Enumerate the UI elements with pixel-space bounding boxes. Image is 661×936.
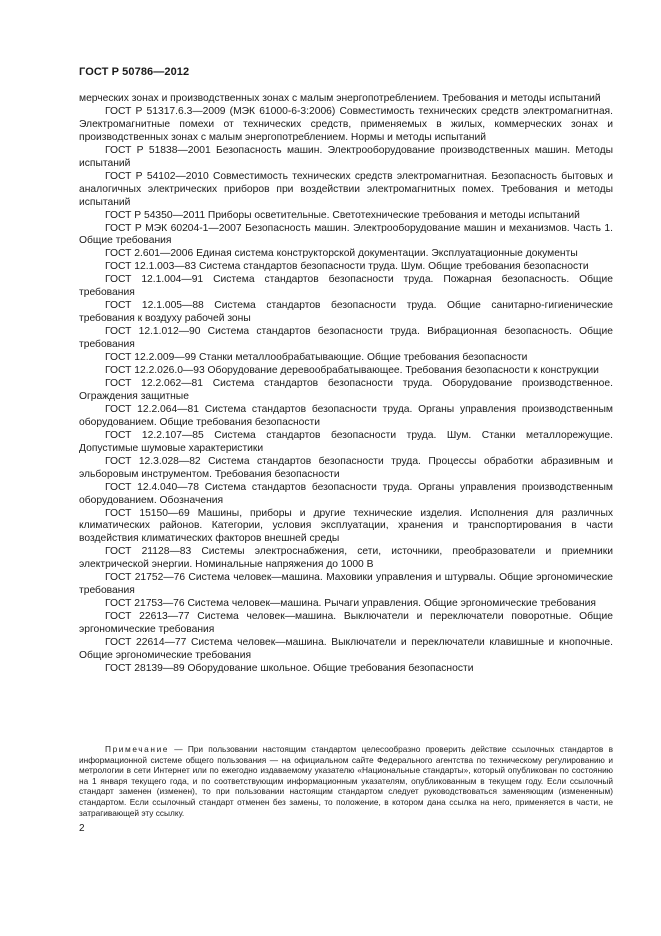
reference-entry: ГОСТ 12.2.062—81 Система стандартов безопасности труда. Оборудование производственное. Ограждения защитные	[79, 377, 613, 402]
page-number: 2	[79, 823, 85, 834]
reference-entry: ГОСТ 21752—76 Система человек—машина. Маховики управления и штурвалы. Общие эргономические требования	[79, 572, 613, 597]
note-text: — При пользовании настоящим стандартом целесообразно проверить действие ссылочных стандартов в информационной системе общего пользования — на официальном сайте Федерального агентства по техническому регулированию и метрологии в сети Интернет или по ежегодно издаваемому указателю «Национальные стандарты», который опубликован по состоянию на 1 января текущего года, и по соответствующим информационным указателям, опубликованным в текущем году. Если ссылочный стандарт заменен (изменен), то при пользовании настоящим стандартом следует руководствоваться заменяющим (измененным) стандартом. Если ссылочный стандарт отменен без замены, то положение, в котором дана ссылка на него, применяется в части, не затрагивающей эту ссылку.	[79, 744, 613, 818]
reference-entry: ГОСТ 22613—77 Система человек—машина. Выключатели и переключатели поворотные. Общие эргономические требования	[79, 611, 613, 636]
reference-entry: ГОСТ Р 51838—2001 Безопасность машин. Электрооборудование производственных машин. Методы испытаний	[79, 144, 613, 169]
reference-entry: ГОСТ 12.2.107—85 Система стандартов безопасности труда. Шум. Станки металлорежущие. Допустимые шумовые характеристики	[79, 429, 613, 454]
reference-entry: ГОСТ 12.4.040—78 Система стандартов безопасности труда. Органы управления производственным оборудованием. Обозначения	[79, 481, 613, 506]
reference-entry: ГОСТ 12.2.009—99 Станки металлообрабатывающие. Общие требования безопасности	[105, 352, 528, 364]
reference-entry: ГОСТ 2.601—2006 Единая система конструкторской документации. Эксплуатационные документы	[105, 248, 578, 260]
reference-entry: мерческих зонах и производственных зонах с малым энергопотреблением. Требования и методы испытаний	[79, 93, 601, 104]
reference-entry: ГОСТ Р 54350—2011 Приборы осветительные. Светотехнические требования и методы испытаний	[105, 209, 580, 221]
reference-entry: ГОСТ 12.2.026.0—93 Оборудование деревообрабатывающее. Требования безопасности к конструкции	[105, 365, 599, 377]
reference-entry: ГОСТ 12.2.064—81 Система стандартов безопасности труда. Органы управления производственным оборудованием. Общие требования безопасности	[79, 403, 613, 428]
note-paragraph	[79, 744, 613, 818]
reference-entry: ГОСТ Р МЭК 60204-1—2007 Безопасность машин. Электрооборудование машин и механизмов. Часть 1. Общие требования	[79, 222, 613, 247]
reference-entry: ГОСТ 12.1.004—91 Система стандартов безопасности труда. Пожарная безопасность. Общие требования	[79, 274, 613, 299]
reference-entry: ГОСТ 15150—69 Машины, приборы и другие технические изделия. Исполнения для различных климатических районов. Категории, условия эксплуатации, хранения и транспортирования в части воздействия климатических факторов внешней среды	[79, 507, 613, 545]
reference-entry: ГОСТ 12.3.028—82 Система стандартов безопасности труда. Процессы обработки абразивным и эльборовым инструментом. Требования безопасности	[79, 455, 613, 480]
reference-entry: ГОСТ 12.1.012—90 Система стандартов безопасности труда. Вибрационная безопасность. Общие требования	[79, 326, 613, 351]
reference-entry: ГОСТ 12.1.003—83 Система стандартов безопасности труда. Шум. Общие требования безопасности	[105, 261, 589, 273]
reference-entry: ГОСТ 22614—77 Система человек—машина. Выключатели и переключатели клавишные и кнопочные. Общие эргономические требования	[79, 637, 613, 661]
reference-entry: ГОСТ 12.1.005—88 Система стандартов безопасности труда. Общие санитарно-гигиенические требования к воздуху рабочей зоны	[79, 300, 613, 325]
reference-entry: ГОСТ 28139—89 Оборудование школьное. Общие требования безопасности	[105, 662, 474, 674]
document-header: ГОСТ Р 50786—2012	[79, 66, 190, 78]
reference-entry: ГОСТ Р 51317.6.3—2009 (МЭК 61000-6-3:2006) Совместимость технических средств электромагнитная. Электромагнитные помехи от технических средств, применяемых в жилых, коммерческих зонах и производственных зонах с малым энергопотреблением. Нормы и методы испытаний	[79, 105, 613, 143]
note-label: Примечание	[105, 744, 170, 754]
reference-entry: ГОСТ 21128—83 Системы электроснабжения, сети, источники, преобразователи и приемники электрической энергии. Номинальные напряжения до 1000 В	[79, 546, 613, 571]
normative-references-list	[79, 93, 613, 676]
reference-entry: ГОСТ Р 54102—2010 Совместимость технических средств электромагнитная. Безопасность бытовых и аналогичных электрических приборов при воздействии электромагнитных помех. Требования и методы испытаний	[79, 170, 613, 208]
reference-entry: ГОСТ 21753—76 Система человек—машина. Рычаги управления. Общие эргономические требования	[105, 598, 596, 610]
